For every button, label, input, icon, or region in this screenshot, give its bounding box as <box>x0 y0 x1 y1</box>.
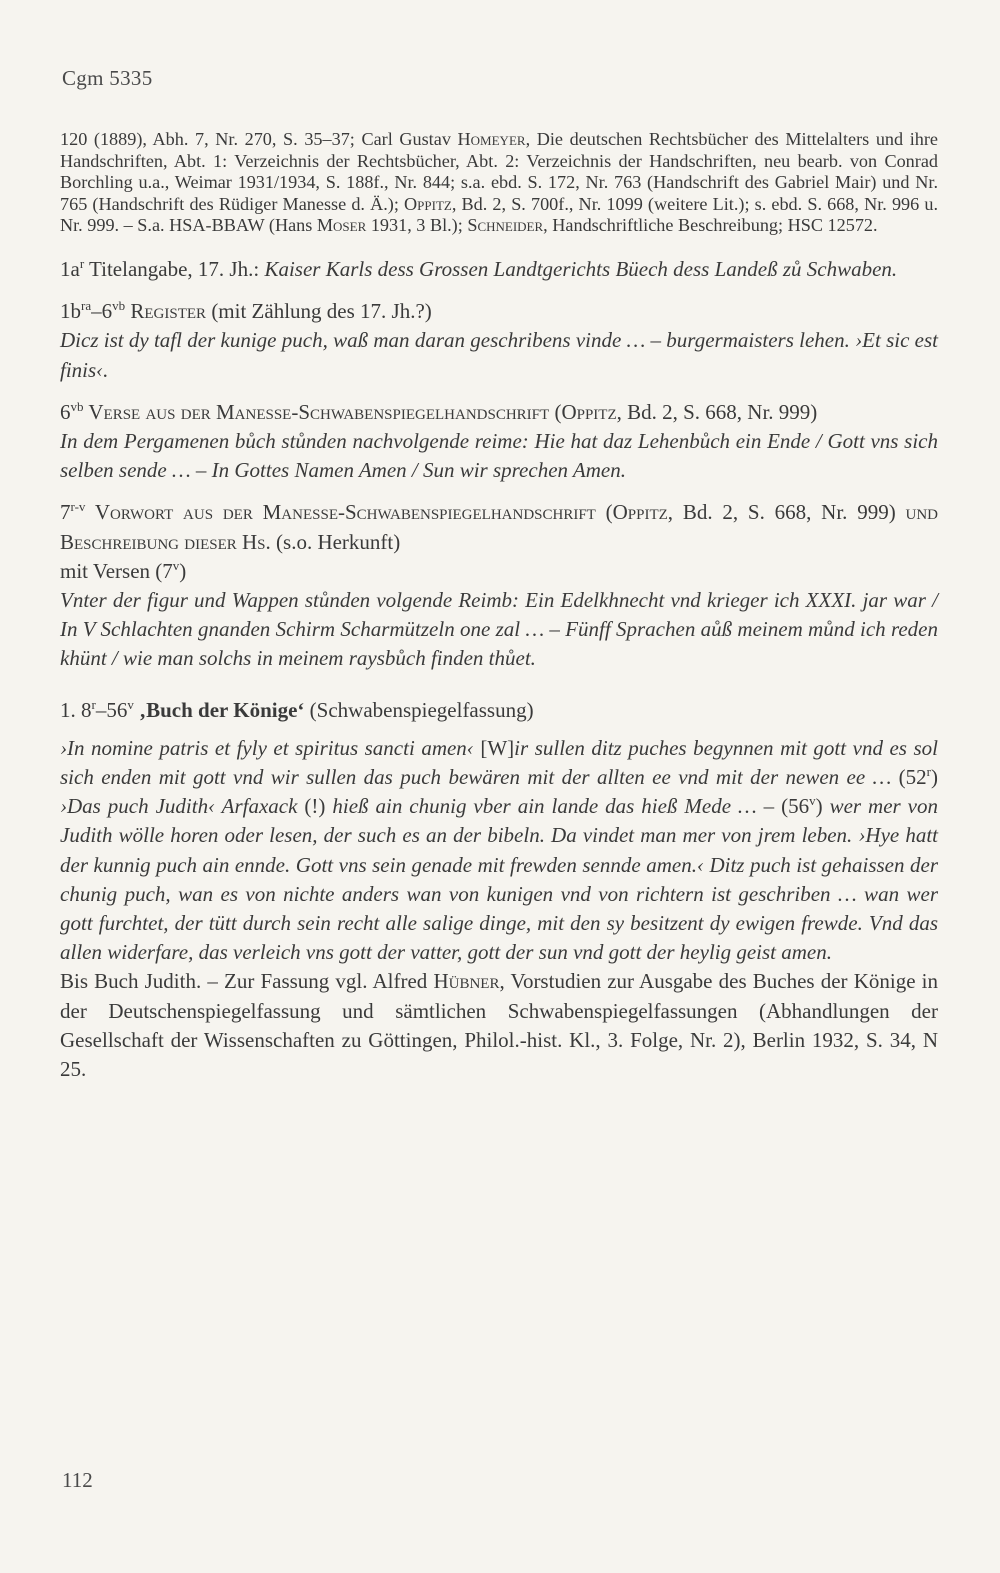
page-content <box>60 129 938 1084</box>
bib-text-3: , Bd. 2, S. 700f., Nr. 1099 (weitere Lit.); s. ebd. S. 668, Nr. 996 u. Nr. 999. – S.a. HSA-BBAW (Hans <box>60 193 938 236</box>
folio-ref: (52 <box>898 765 927 790</box>
quote-text: ›Et sic est finis‹. <box>60 328 938 382</box>
quote-text: ir sullen ditz puches begynnen mit gott vnd es sol sich enden mit gott vnd wir sullen das puch bewären mit der allten ee vnd mit der newen ee … <box>60 735 938 790</box>
entry-text: Titelangabe, 17. Jh.: <box>84 256 265 281</box>
entry-preface-quote: Vnter der figur und Wappen stůnden volgende Reimb: Ein Edelkhnecht vnd krieger ich XXXI. jar war / In V Schlachten gnanden Schirm Scharmützeln one zal … – Fünff Sprachen aůß meinem můnd ich reden khünt / wie man solchs in meinem raysbůch finden thůet. <box>60 588 938 671</box>
bib-text-1: 120 (1889), Abh. 7, Nr. 270, S. 35–37; Carl Gustav <box>60 129 458 149</box>
entry-text: ) <box>179 558 187 583</box>
editorial-mark: [W] <box>480 735 515 760</box>
folio-ref: 1a <box>60 256 80 281</box>
entry-text: , Bd. 2, S. 668, Nr. 999) <box>667 500 906 525</box>
bibliography-paragraph <box>60 129 938 237</box>
folio-range: –56 <box>95 697 128 722</box>
entry-text: (mit Zählung des 17. Jh.?) <box>206 299 432 324</box>
quote-text: ›Das puch Judith‹ Arfaxack <box>60 794 305 819</box>
folio-sup: vb <box>70 398 84 414</box>
folio-sup: r-v <box>70 499 86 515</box>
work-title: ‚Buch der Könige‘ <box>133 697 305 722</box>
folio-sup: ra <box>81 298 92 314</box>
entry-preface-sub <box>60 557 938 586</box>
folio-ref: 1. 8 <box>60 697 92 722</box>
editorial-mark: (!) <box>304 794 333 819</box>
folio-sup: r <box>926 764 931 780</box>
page-number: 112 <box>62 1468 93 1492</box>
folio-ref: 7 <box>60 500 71 525</box>
quote-text: ›In nomine patris et fyly et spiritus sancti amen‹ <box>60 735 481 760</box>
entry-text: (s.o. Herkunft) <box>270 529 401 554</box>
author-schneider: Schneider <box>467 215 544 236</box>
author-oppitz: Oppitz <box>561 399 617 424</box>
entry-text: Bis Buch Judith. – Zur Fassung vgl. Alfred <box>60 969 434 994</box>
entry-text: , Vorstudien zur Ausgabe des Buches der Könige in der Deutschenspiegelfassung und sämtlichen Schwabenspiegelfassungen (Abhandlungen der Gesellschaft der Wissenschaften zu Göttingen, Philol.-hist. Kl., 3. Folge, Nr. 2), Berlin 1932, S. 34, N 25. <box>60 969 938 1082</box>
page-header: Cgm 5335 <box>62 66 153 90</box>
folio-sup: v <box>127 696 134 712</box>
quote-text: hieß ain chunig vber ain lande das hieß Mede … <box>332 794 764 819</box>
author-oppitz: Oppitz <box>612 500 668 525</box>
main-work-heading <box>60 696 938 725</box>
entry-verse-heading <box>60 398 938 427</box>
entry-text: mit Versen (7 <box>60 558 173 583</box>
entry-text: ( <box>549 399 562 424</box>
bib-text-4: 1931, 3 Bl.); <box>366 215 468 236</box>
folio-range: –6 <box>91 299 113 324</box>
section-heading: und Beschreibung dieser Hs. <box>60 500 938 554</box>
folio-sup: v <box>172 557 180 573</box>
main-work-note <box>60 967 938 1084</box>
section-heading: Vorwort aus der Manesse-Schwabenspiegelhandschrift <box>85 500 596 525</box>
quote-text: Dicz ist dy tafl der kunige puch, waß man daran geschribens vinde … – burgermaisters lehen. <box>60 328 856 353</box>
author-huebner: Hübner <box>433 969 500 994</box>
section-heading: Register <box>125 299 207 324</box>
quoted-title: Kaiser Karls dess Grossen Landtgerichts Büech dess Landeß zů Schwaben. <box>264 256 898 281</box>
main-work-quote <box>60 734 938 968</box>
folio-sup: r <box>91 696 96 712</box>
bib-text-5: , Handschriftliche Beschreibung; HSC 12572. <box>543 215 878 236</box>
folio-ref: ) <box>815 794 830 819</box>
author-homeyer: Homeyer <box>457 129 526 149</box>
folio-ref: 1b <box>60 299 81 324</box>
entry-text: (Schwabenspiegelfassung) <box>304 697 534 722</box>
entry-text: ( <box>595 500 613 525</box>
entry-register-heading <box>60 297 938 326</box>
entry-preface-heading <box>60 498 938 556</box>
entry-title-note <box>60 255 938 284</box>
quote-text: wer mer von Judith wölle horen oder lesen, der such es an der bibeln. Da vindet man mer von jrem leben. ›Hye hatt der kunnig puch ain ennde. Gott vns sein genade mit frewden sennde amen.‹ Ditz puch ist gehaissen der chunig puch, wan es von nichte anders wan von kunigen vnd von richtern ist geschriben … wan wer gott furchtet, der tütt durch sein recht alle salige dinge, mit den sy besitzent dy ewigen frewde. Vnd das allen widerfare, das verleich vns gott der vatter, gott der sun vnd gott der heylig geist amen. <box>60 794 938 965</box>
section-heading: Verse aus der Manesse-Schwabenspiegelhandschrift <box>83 399 550 424</box>
folio-sup: vb <box>112 298 126 314</box>
author-oppitz: Oppitz <box>404 193 452 214</box>
folio-ref: 6 <box>60 399 71 424</box>
folio-ref: – (56 <box>763 794 810 819</box>
entry-register-quote <box>60 326 938 384</box>
folio-sup: v <box>809 793 816 809</box>
entry-text: , Bd. 2, S. 668, Nr. 999) <box>616 399 818 424</box>
bib-text-2: , Die deutschen Rechtsbücher des Mittelalters und ihre Handschriften, Abt. 1: Verzeichnis der Rechtsbücher, Abt. 2: Verzeichnis der Handschriften, neu bearb. von Conrad Borchling u.a., Weimar 1931/1934, S. 188f., Nr. 844; s.a. ebd. S. 172, Nr. 763 (Handschrift des Gabriel Mair) und Nr. 765 (Handschrift des Rüdiger Manesse d. Ä.); <box>60 129 938 214</box>
entry-verse-quote: In dem Pergamenen bůch stůnden nachvolgende reime: Hie hat daz Lehenbůch ein Ende / Gott vns sich selben sende … – In Gottes Namen Amen / Sun wir sprechen Amen. <box>60 428 938 483</box>
folio-sup: r <box>79 255 85 271</box>
folio-ref: ) <box>931 765 938 790</box>
author-moser: Moser <box>316 215 367 236</box>
